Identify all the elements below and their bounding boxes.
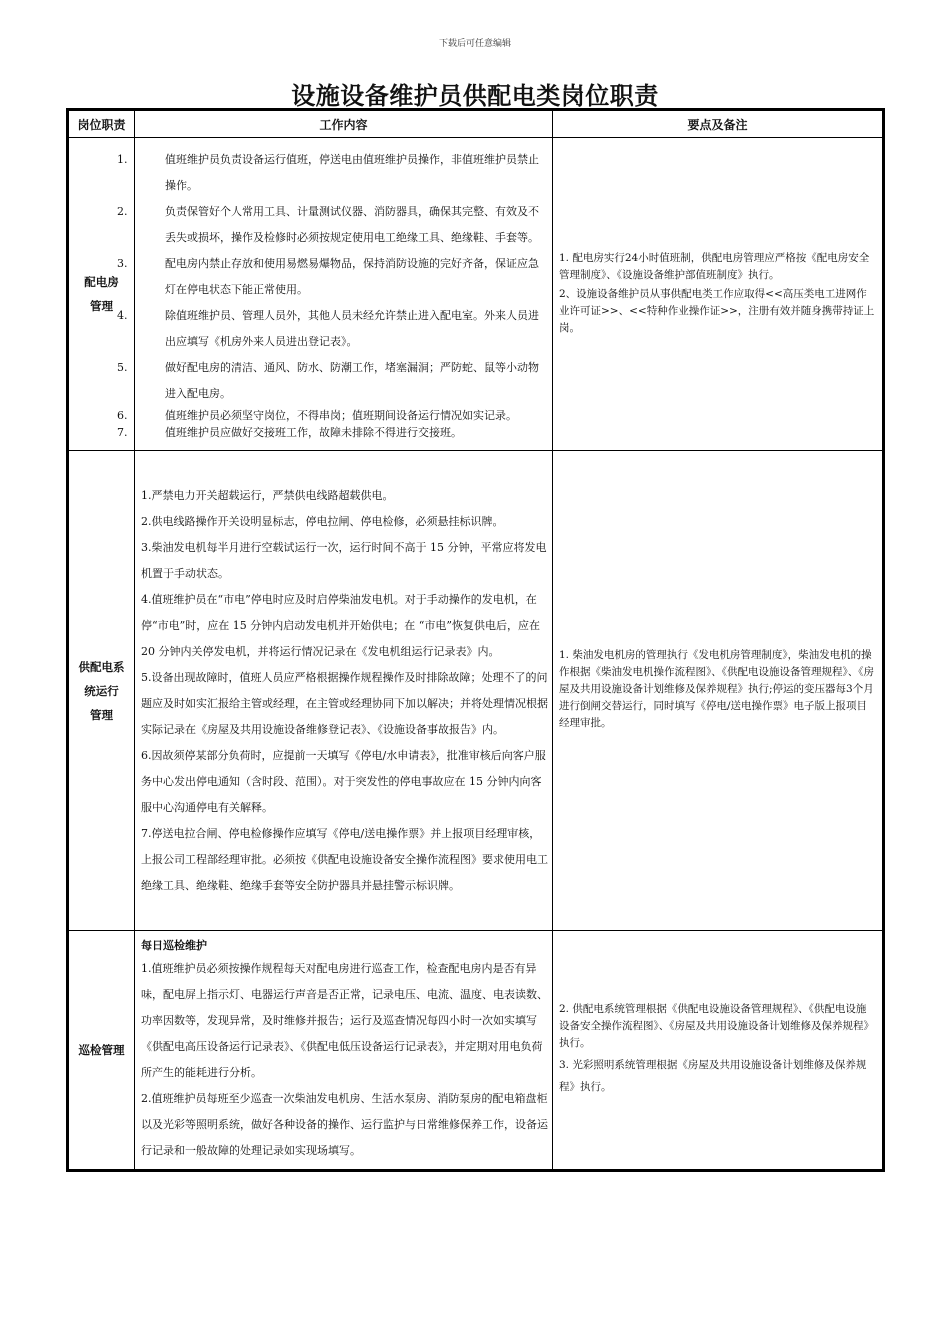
- role-label-line: 统运行: [84, 683, 119, 698]
- content-cell: [135, 931, 553, 1171]
- role-cell: [68, 138, 135, 451]
- column-header-role: 岗位职责: [68, 110, 135, 138]
- table-row: [68, 451, 884, 931]
- role-cell: [68, 931, 135, 1171]
- item-text: 值班维护员应做好交接班工作，故障未排除不得进行交接班。: [165, 426, 462, 439]
- table-row: [68, 931, 884, 1171]
- item-number: 5.: [117, 361, 128, 374]
- item-number: 1.: [117, 153, 128, 166]
- list-item: 1.值班维护员必须按操作规程每天对配电房进行巡查工作，检查配电房内是否有异味，配电屏上指示灯、电器运行声音是否正常，记录电压、电流、温度、电表读数、功率因数等，发现异常，及时维修并报告；运行及巡查情况每四小时一次如实填写《供配电高压设备运行记录表》、《供配电低压设备运行记录表》，并定期对用电负荷所产生的能耗进行分析。: [141, 962, 548, 1079]
- item-number: 3.: [117, 257, 128, 270]
- role-label-line: 供配电系: [78, 659, 125, 674]
- list-item: [117, 355, 548, 407]
- table-header-row: [68, 110, 884, 138]
- list-item: 4.值班维护员在“市电”停电时应及时启停柴油发电机。对于手动操作的发电机，在停“市电”时，应在 15 分钟内启动发电机并开始供电；在 “市电”恢复供电后，应在 20 分钟内关停发电机，并将运行情况记录在《发电机组运行记录表》内。: [141, 592, 540, 658]
- role-label-line: 管理: [90, 299, 113, 313]
- note-text: 2. 供配电系统管理根据《供配电设施设备管理规程》、《供配电设施设备安全操作流程图》、《房屋及共用设施设备计划维修及保养规程》执行。: [559, 1002, 874, 1049]
- content-cell: [135, 451, 553, 931]
- role-label-line: 管理: [90, 707, 113, 722]
- section-subtitle: 每日巡检维护: [141, 939, 207, 952]
- item-text: 负责保管好个人常用工具、计量测试仪器、消防器具，确保其完整、有效及不丢失或损坏，操作及检修时必须按规定使用电工绝缘工具、绝缘鞋、手套等。: [165, 205, 539, 244]
- role-label-line: 巡检管理: [78, 1043, 125, 1057]
- item-text: 除值班维护员、管理人员外，其他人员未经允许禁止进入配电室。外来人员进出应填写《机房外来人员进出登记表》。: [165, 309, 539, 348]
- item-text: 值班维护员负责设备运行值班，停送电由值班维护员操作，非值班维护员禁止操作。: [165, 153, 539, 192]
- list-item: 3.柴油发电机每半月进行空载试运行一次，运行时间不高于 15 分钟，平常应将发电机置于手动状态。: [141, 540, 547, 580]
- column-header-content: 工作内容: [135, 110, 553, 138]
- content-cell: [117, 138, 553, 451]
- list-item: 5.设备出现故障时，值班人员应严格根据操作规程操作及时排除故障；处理不了的问题应及时如实汇报给主管或经理，在主管或经理协同下加以解决；并将处理情况根据实际记录在《房屋及共用设施设备维修登记表》、《设施设备事故报告》内。: [141, 670, 548, 736]
- item-number: 6.: [117, 409, 128, 422]
- list-item: 7.停送电拉合闸、停电检修操作应填写《停电/送电操作票》并上报项目经理审核，上报公司工程部经理审批。必须按《供配电设施设备安全操作流程图》要求使用电工绝缘工具、绝缘鞋、绝缘手套等安全防护器具并悬挂警示标识牌。: [141, 826, 548, 892]
- page-title: 设施设备维护员供配电类岗位职责: [291, 82, 659, 110]
- list-item: 2.值班维护员每班至少巡查一次柴油发电机房、生活水泵房、消防泵房的配电箱盘柜以及光彩等照明系统，做好各种设备的操作、运行监护与日常维修保养工作，设备运行记录和一般故障的处理记录如实现场填写。: [141, 1092, 548, 1157]
- list-item: [117, 147, 548, 199]
- duty-table: [66, 108, 885, 1172]
- list-item: [117, 303, 548, 355]
- note-text: 2、设施设备维护员从事供配电类工作应取得<<高压类电工进网作业许可证>>、<<特种作业操作证>>，注册有效并随身携带持证上岗。: [559, 287, 875, 334]
- list-item: 1.严禁电力开关超载运行，严禁供电线路超载供电。: [141, 488, 394, 502]
- item-number: 4.: [117, 309, 128, 322]
- item-text: 配电房内禁止存放和使用易燃易爆物品，保持消防设施的完好齐备，保证应急灯在停电状态下能正常使用。: [165, 257, 539, 296]
- column-header-notes: 要点及备注: [553, 110, 884, 138]
- notes-cell: [553, 931, 884, 1171]
- role-label-line: 配电房: [84, 275, 119, 289]
- table-row: [68, 138, 884, 451]
- list-item: [117, 251, 548, 303]
- list-item: [117, 424, 548, 441]
- note-text: 1. 柴油发电机房的管理执行《发电机房管理制度》，柴油发电机的操作根据《柴油发电机操作流程图》、《供配电设施设备管理规程》、《房屋及共用设施设备计划维修及保养规程》执行;停运的变压器每3个月进行倒闸交替运行，同时填写《停电/送电操作票》电子版上报项目经理审批。: [559, 649, 874, 729]
- item-number: 2.: [117, 205, 128, 218]
- item-text: 值班维护员必须坚守岗位，不得串岗；值班期间设备运行情况如实记录。: [165, 409, 517, 422]
- list-item: 2.供电线路操作开关设明显标志，停电拉闸、停电检修，必须悬挂标识牌。: [141, 514, 504, 528]
- note-text: 3. 光彩照明系统管理根据《房屋及共用设施设备计划维修及保养规程》执行。: [559, 1058, 867, 1093]
- item-number: 7.: [117, 426, 128, 439]
- role-cell: [68, 451, 135, 931]
- list-item: [117, 407, 548, 424]
- item-text: 做好配电房的清洁、通风、防水、防潮工作，堵塞漏洞；严防蛇、鼠等小动物进入配电房。: [165, 361, 539, 400]
- header-note: 下载后可任意编辑: [438, 39, 511, 49]
- notes-cell: [553, 138, 884, 451]
- notes-cell: [553, 451, 884, 931]
- list-item: [117, 199, 548, 251]
- list-item: 6.因故须停某部分负荷时，应提前一天填写《停电/水申请表》，批准审核后向客户服务中心发出停电通知（含时段、范围）。对于突发性的停电事故应在 15 分钟内向客服中心沟通停电有关解释。: [141, 748, 546, 814]
- note-text: 1. 配电房实行24小时值班制，供配电房管理应严格按《配电房安全管理制度》、《设施设备维护部值班制度》执行。: [559, 251, 870, 281]
